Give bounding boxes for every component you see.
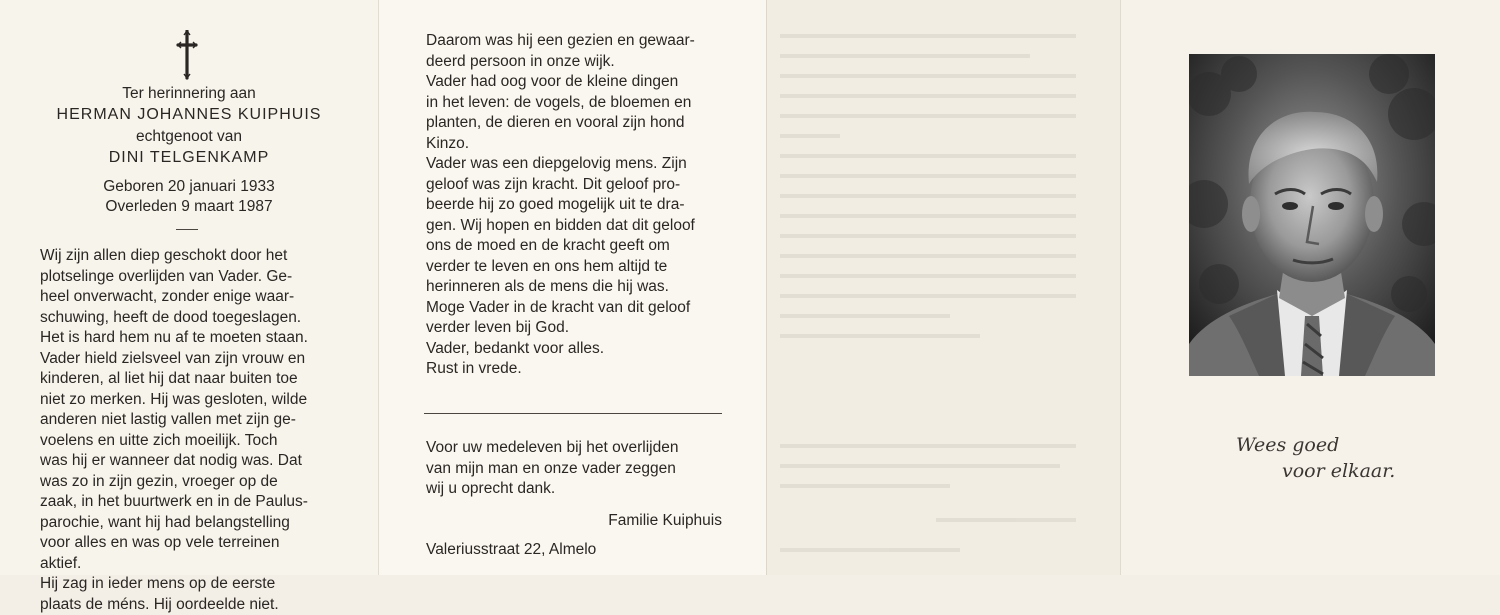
text-line: plotselinge overlijden van Vader. Ge- <box>40 267 338 288</box>
text-line: niet zo merken. Hij was gesloten, wilde <box>40 390 338 411</box>
short-divider <box>176 229 198 230</box>
text-line: Vader was een diepgelovig mens. Zijn <box>426 154 722 175</box>
text-line: van mijn man en onze vader zeggen <box>426 459 722 480</box>
text-line: was zo in zijn gezin, vroeger op de <box>40 472 338 493</box>
text-line: Moge Vader in de kracht van dit geloof <box>426 298 722 319</box>
text-line: Vader hield zielsveel van zijn vrouw en <box>40 349 338 370</box>
portrait-illustration <box>1189 54 1435 376</box>
text-line: Hij zag in ieder mens op de eerste <box>40 574 338 595</box>
address-text: Valeriusstraat 22, Almelo <box>426 540 596 560</box>
text-line: ons de moed en de kracht geeft om <box>426 236 722 257</box>
text-line: kinderen, al liet hij dat naar buiten toe <box>40 369 338 390</box>
text-line: Vader had oog voor de kleine dingen <box>426 72 722 93</box>
text-line: heel onverwacht, zonder enige waar- <box>40 287 338 308</box>
motto-line-2: voor elkaar. <box>1282 460 1395 482</box>
text-line: gen. Wij hopen en bidden dat dit geloof <box>426 216 722 237</box>
text-line: Wij zijn allen diep geschokt door het <box>40 246 338 267</box>
text-line: beerde hij zo goed mogelijk uit te dra- <box>426 195 722 216</box>
thanks-text <box>426 438 722 500</box>
middle-body-text <box>426 31 722 380</box>
text-line: voor alles en was op vele terreinen <box>40 533 338 554</box>
text-line: verder te leven en ons hem altijd te <box>426 257 722 278</box>
text-line: aktief. <box>40 554 338 575</box>
text-line: voelens en uitte zich moeilijk. Toch <box>40 431 338 452</box>
text-line: geloof was zijn kracht. Dit geloof pro- <box>426 175 722 196</box>
text-line: plaats de méns. Hij oordeelde niet. <box>40 595 338 615</box>
text-line: Het is hard hem nu af te moeten staan. <box>40 328 338 349</box>
text-line: Daarom was hij een gezien en gewaar- <box>426 31 722 52</box>
birth-date: Geboren 20 januari 1933 <box>0 177 378 197</box>
death-date: Overleden 9 maart 1987 <box>0 197 378 217</box>
text-line: herinneren als de mens die hij was. <box>426 277 722 298</box>
cross-icon <box>174 30 200 80</box>
text-line: anderen niet lastig vallen met zijn ge- <box>40 410 338 431</box>
text-line: planten, de dieren en vooral zijn hond <box>426 113 722 134</box>
divider-line <box>424 413 722 414</box>
text-line: was hij er wanneer dat nodig was. Dat <box>40 451 338 472</box>
left-body-text <box>40 246 338 615</box>
deceased-name: HERMAN JOHANNES KUIPHUIS <box>0 105 378 125</box>
text-line: schuwing, heeft de dood toegeslagen. <box>40 308 338 329</box>
text-line: Kinzo. <box>426 134 722 155</box>
show-through-texture <box>766 0 1120 575</box>
intro-text: Ter herinnering aan <box>0 84 378 104</box>
portrait-photo <box>1189 54 1435 376</box>
text-line: Voor uw medeleven bij het overlijden <box>426 438 722 459</box>
text-line: Rust in vrede. <box>426 359 722 380</box>
family-signature: Familie Kuiphuis <box>560 511 722 531</box>
text-line: in het leven: de vogels, de bloemen en <box>426 93 722 114</box>
text-line: Vader, bedankt voor alles. <box>426 339 722 360</box>
text-line: deerd persoon in onze wijk. <box>426 52 722 73</box>
text-line: verder leven bij God. <box>426 318 722 339</box>
spouse-name: DINI TELGENKAMP <box>0 148 378 168</box>
text-line: parochie, want hij had belangstelling <box>40 513 338 534</box>
motto-line-1: Wees goed <box>1236 434 1339 456</box>
relation-text: echtgenoot van <box>0 127 378 147</box>
text-line: zaak, in het buurtwerk en in de Paulus- <box>40 492 338 513</box>
text-line: wij u oprecht dank. <box>426 479 722 500</box>
